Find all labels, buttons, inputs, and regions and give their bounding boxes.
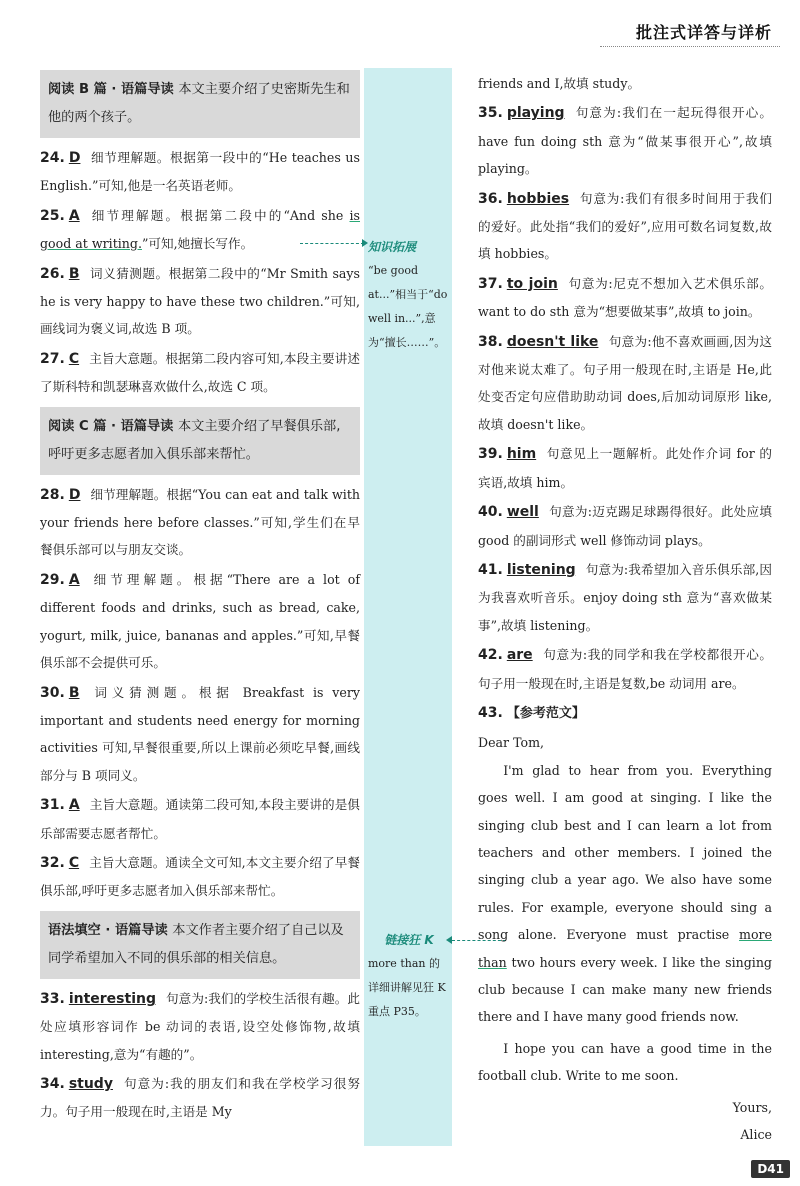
letter-signature: Alice: [740, 1127, 772, 1143]
guide-text: 本文主要介绍了早餐俱乐部,呼吁更多志愿者加入俱乐部来帮忙。: [48, 418, 341, 462]
question-number: 27.: [40, 350, 65, 367]
explanation: 句意见上一题解析。此处作介词 for 的宾语,故填 him。: [478, 446, 772, 490]
guide-text: 本文主要介绍了史密斯先生和他的两个孩子。: [48, 82, 350, 125]
letter-paragraph: [478, 757, 772, 1031]
model-essay-heading: [478, 699, 772, 727]
answer: doesn't like: [506, 333, 599, 350]
question-number: 38.: [478, 333, 503, 350]
question-number: 36.: [478, 190, 503, 207]
explanation: 主旨大意题。通读第二段可知,本段主要讲的是俱乐部需要志愿者帮忙。: [40, 797, 360, 841]
answer-item: [40, 345, 360, 401]
header-title: 批注式详答与详析: [635, 23, 772, 42]
explanation: 细节理解题。根据第二段中的“And she: [89, 207, 350, 223]
reading-b-guide: [40, 70, 360, 138]
answer: listening: [506, 561, 576, 578]
answer: C: [68, 350, 80, 367]
header-divider: [600, 46, 780, 47]
question-number: 37.: [478, 275, 503, 292]
explanation: 句意为:我希望加入音乐俱乐部,因为我喜欢听音乐。enjoy doing sth 意为“喜欢做某事”,故填 listening。: [478, 561, 772, 633]
letter-text: I'm glad to hear from you. Everything goes well. I am good at singing. I like the singing club best and I can learn a lot from teachers and other members. I joined the singing club a year ago. We also have some rules. For example, everyone should sing a song alone. Everyone must practise: [478, 762, 772, 943]
explanation: 句意为:迈克踢足球踢得很好。此处应填 good 的副词形式 well 修饰动词 plays。: [478, 504, 772, 548]
answer: A: [68, 571, 80, 588]
arrowhead-icon: [362, 239, 368, 247]
answer-item: [40, 985, 360, 1068]
answer-item: [40, 849, 360, 905]
question-number: 31.: [40, 797, 65, 814]
letter-paragraph: I hope you can have a good time in the football club. Write to me soon.: [478, 1040, 772, 1084]
explanation: 句意为:尼克不想加入艺术俱乐部。want to do sth 意为“想要做某事”,故填 to join。: [478, 275, 772, 320]
question-number: 34.: [40, 1075, 65, 1092]
question-number: 32.: [40, 854, 65, 871]
explanation: 句意为:我们的学校生活很有趣。此处应填形容词作 be 动词的表语,设空处修饰物,故填 interesting,意为“有趣的”。: [40, 990, 360, 1062]
answer-item: [40, 566, 360, 677]
note-text: “be good at...”相当于“do well in...”,意为“擅长……”。: [368, 264, 448, 349]
page-header: [0, 0, 800, 66]
explanation: 句意为:我的朋友们和我在学校学习很努力。句子用一般现在时,主语是 My: [40, 1075, 360, 1120]
answer: A: [68, 207, 80, 224]
question-number: 39.: [478, 446, 503, 463]
underlined-phrase: more than: [478, 927, 772, 970]
answer-item: [478, 498, 772, 554]
answer-item: [40, 481, 360, 564]
explanation: 词义猜测题。根据第二段中的“Mr Smith says he is very happy to have these two children.”可知,画线词为褒义词,故选 B 项。: [40, 265, 360, 337]
continued-text: friends and I,故填 study。: [478, 76, 641, 91]
answer-item: [478, 641, 772, 697]
left-column: [40, 70, 360, 1128]
question-number: 42.: [478, 647, 503, 664]
guide-text: 本文作者主要介绍了自己以及同学希望加入不同的俱乐部的相关信息。: [48, 922, 344, 966]
letter-closing: Yours,: [732, 1099, 772, 1115]
question-number: 29.: [40, 571, 65, 588]
right-column: [478, 70, 772, 1148]
answer: D: [68, 150, 81, 166]
reading-c-guide: [40, 407, 360, 475]
note-text: more than 的详细讲解见狂 K 重点 P35。: [368, 957, 446, 1018]
answer: D: [68, 486, 81, 503]
guide-label: 阅读 B 篇 · 语篇导读: [48, 82, 174, 97]
answer: B: [68, 684, 80, 701]
explanation: 细节理解题。根据“You can eat and talk with your friends here before classes.”可知,学生们在早餐俱乐部可以与朋友交谈。: [40, 486, 360, 558]
model-essay-label: 【参考范文】: [506, 705, 585, 721]
answer-item: [478, 556, 772, 639]
note-link-k: [368, 928, 450, 1024]
note-title: 链接狂 K: [384, 933, 434, 947]
explanation: 句意为:我们有很多时间用于我们的爱好。此处指“我们的爱好”,应用可数名词复数,故填 hobbies。: [478, 190, 772, 262]
question-number: 33.: [40, 990, 65, 1007]
answer: A: [68, 797, 80, 814]
answer: are: [506, 647, 533, 664]
explanation: 词义猜测题。根据 Breakfast is very important and students need energy for morning activities 可知,早餐很重要,所以上课前必须吃早餐,画线部分与 B 项同义。: [40, 684, 360, 783]
explanation: 句意为:他不喜欢画画,因为这对他来说太难了。句子用一般现在时,主语是 He,此处变否定句应借助助动词 does,后加动词原形 like,故填 doesn't like。: [478, 333, 772, 432]
explanation: ”可知,她擅长写作。: [141, 236, 254, 252]
answer: interesting: [68, 990, 156, 1007]
underlined-phrase: is good at writing.: [40, 207, 360, 252]
question-number: 28.: [40, 486, 65, 503]
explanation: 句意为:我们在一起玩得很开心。have fun doing sth 意为“做某事很开心”,故填 playing。: [478, 105, 772, 177]
answer-item: [40, 679, 360, 790]
question-number: 26.: [40, 265, 65, 282]
question-number: 24.: [40, 150, 65, 166]
explanation: 细节理解题。根据第一段中的“He teaches us English.”可知,他是一名英语老师。: [40, 150, 360, 194]
question-number: 41.: [478, 561, 503, 578]
note-knowledge-extension: [368, 235, 450, 355]
answer-item: [478, 328, 772, 439]
grammar-guide: [40, 911, 360, 979]
explanation: 主旨大意题。通读全文可知,本文主要介绍了早餐俱乐部,呼吁更多志愿者加入俱乐部来帮忙。: [40, 854, 360, 899]
answer-item: [478, 99, 772, 182]
answer-item: [478, 270, 772, 326]
guide-label: 阅读 C 篇 · 语篇导读: [48, 418, 174, 434]
letter-greeting: Dear Tom,: [478, 735, 545, 751]
explanation: 句意为:我的同学和我在学校都很开心。句子用一般现在时,主语是复数,be 动词用 are。: [478, 647, 772, 691]
guide-label: 语法填空 · 语篇导读: [48, 922, 168, 938]
answer: B: [68, 265, 80, 282]
answer: to join: [506, 275, 558, 292]
question-number: 35.: [478, 105, 503, 122]
answer: well: [506, 504, 539, 521]
answer: playing: [506, 105, 565, 122]
answer: him: [506, 446, 537, 463]
answer-item: [478, 185, 772, 268]
answer: C: [68, 854, 80, 871]
answer: study: [68, 1075, 113, 1092]
explanation: 细节理解题。根据“There are a lot of different foods and drinks, such as bread, cake, yogurt, milk, juice, bananas and apples.”可知,早餐俱乐部不会提供可乐。: [40, 571, 360, 671]
answer-item: [40, 1070, 360, 1126]
page-number: D41: [751, 1160, 790, 1178]
letter-text: two hours every week. I like the singing club because I can make many new friends there and I have many good friends now.: [478, 954, 772, 1025]
answer-item: [40, 791, 360, 847]
question-number: 30.: [40, 684, 65, 701]
answer-item: [40, 260, 360, 343]
question-number: 40.: [478, 504, 503, 521]
answer: hobbies: [506, 190, 570, 207]
answer-item: [40, 202, 360, 258]
answer-item: [40, 144, 360, 200]
explanation: 主旨大意题。根据第二段内容可知,本段主要讲述了斯科特和凯瑟琳喜欢做什么,故选 C 项。: [40, 350, 360, 395]
question-number: 25.: [40, 207, 65, 224]
question-number: 43.: [478, 704, 503, 721]
note-title: 知识拓展: [368, 240, 417, 254]
answer-item: [478, 440, 772, 496]
